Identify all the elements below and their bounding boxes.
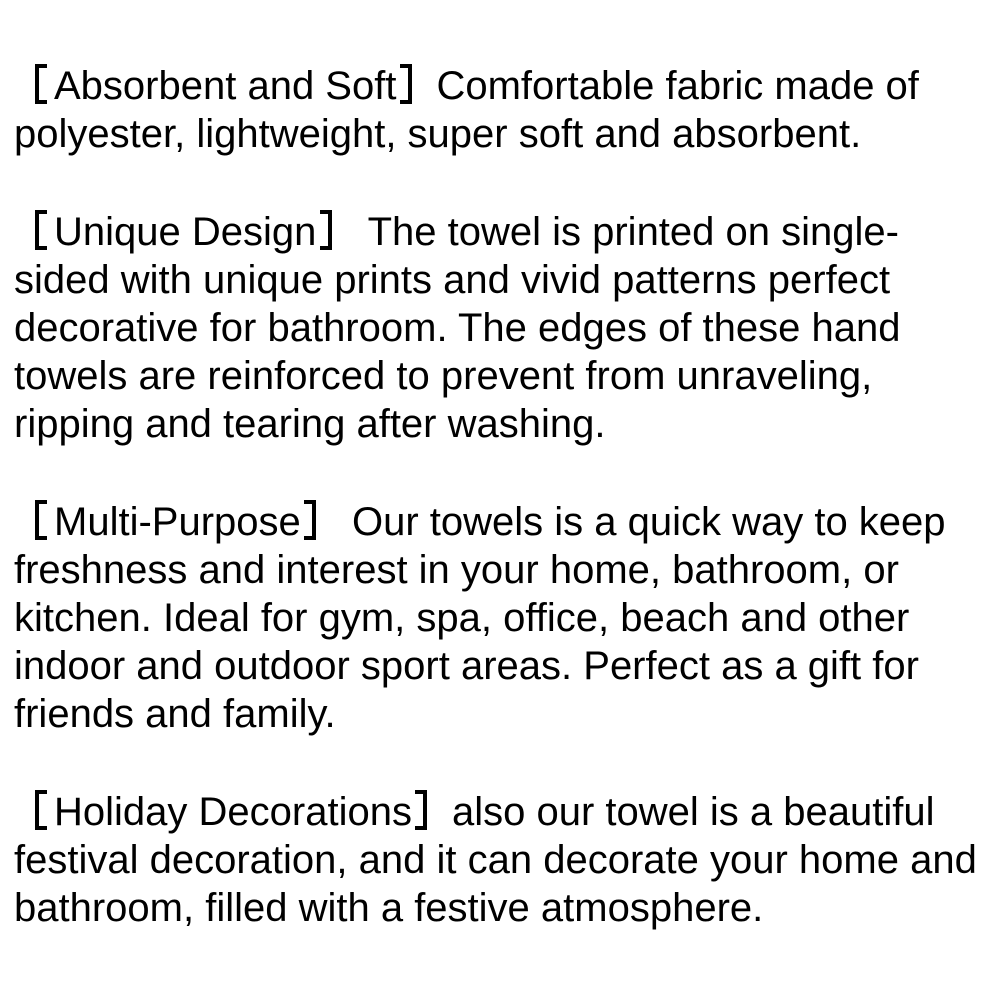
feature-body: Comfortable fabric made of polyester, lightweight, super soft and absorbent. <box>14 64 919 156</box>
right-lenticular-bracket-icon <box>412 790 452 830</box>
right-lenticular-bracket-icon <box>396 64 436 104</box>
left-lenticular-bracket-icon <box>14 64 54 104</box>
feature-paragraph-holiday <box>14 788 984 932</box>
feature-paragraph-absorbent <box>14 62 984 158</box>
feature-body: also our towel is a beautiful festival decoration, and it can decorate your home and bathroom, filled with a festive atmosphere. <box>14 790 977 930</box>
left-lenticular-bracket-icon <box>14 210 54 250</box>
feature-paragraph-design <box>14 208 984 448</box>
feature-body: The towel is printed on single-sided with unique prints and vivid patterns perfect decorative for bathroom. The edges of these hand towels are reinforced to prevent from unraveling, ripping and tearing after washing. <box>14 210 901 446</box>
feature-title: Multi-Purpose <box>54 500 301 544</box>
feature-paragraph-multipurpose <box>14 498 984 738</box>
feature-title: Absorbent and Soft <box>54 64 397 108</box>
right-lenticular-bracket-icon <box>316 210 356 250</box>
left-lenticular-bracket-icon <box>14 500 54 540</box>
feature-body: Our towels is a quick way to keep freshness and interest in your home, bathroom, or kitchen. Ideal for gym, spa, office, beach and other indoor and outdoor sport areas. Perfect as a gift for friends and family. <box>14 500 946 736</box>
right-lenticular-bracket-icon <box>301 500 341 540</box>
left-lenticular-bracket-icon <box>14 790 54 830</box>
feature-title: Holiday Decorations <box>54 790 412 834</box>
feature-title: Unique Design <box>54 210 317 254</box>
